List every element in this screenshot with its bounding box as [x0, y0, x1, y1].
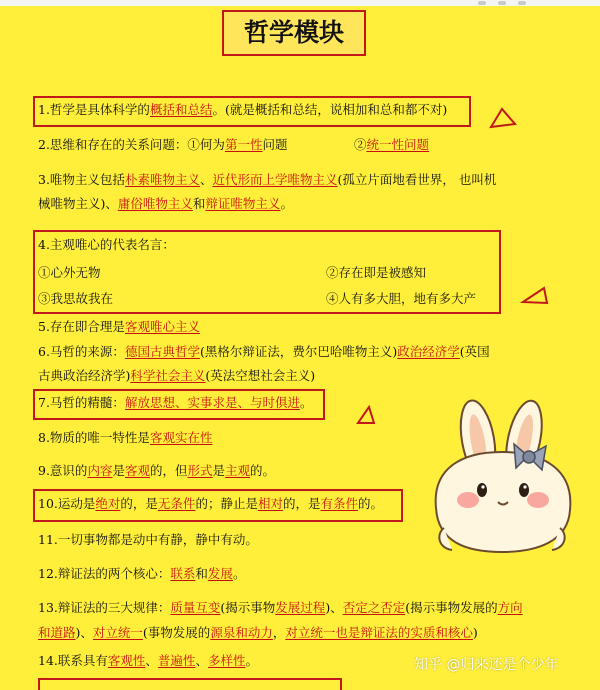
item-2: 2.思维和存在的关系问题：①何为第一性问题 [38, 137, 288, 152]
item-12: 12.辩证法的两个核心：联系和发展。 [38, 566, 246, 581]
triangle-icon [488, 106, 518, 130]
item-8: 8.物质的唯一特性是客观实在性 [38, 430, 213, 445]
item-10: 10.运动是绝对的，是无条件的；静止是相对的，是有条件的。 [38, 496, 384, 511]
item-14: 14.联系具有客观性、普遍性、多样性。 [38, 653, 258, 668]
item-13-cont: 和道路)、对立统一(事物发展的源泉和动力，对立统一也是辩证法的实质和核心) [38, 625, 478, 640]
item-4-quote-4: ④人有多大胆，地有多大产 [326, 291, 477, 306]
item-7: 7.马哲的精髓：解放思想、实事求是、与时俱进。 [38, 395, 313, 410]
triangle-icon [354, 403, 378, 427]
top-browser-strip [0, 0, 600, 6]
item-6-cont: 古典政治经济学)科学社会主义(英法空想社会主义) [38, 368, 316, 383]
bunny-illustration [428, 396, 578, 556]
item-4-quote-2: ②存在即是被感知 [326, 265, 427, 280]
strip-dot [478, 1, 486, 5]
item-5: 5.存在即合理是客观唯心主义 [38, 319, 200, 334]
strip-dot [498, 1, 506, 5]
watermark: 知乎 @归来还是个少年 [414, 657, 559, 673]
item-2-part2: ②统一性问题 [354, 137, 430, 152]
triangle-icon [520, 284, 550, 306]
item-4-quote-1: ①心外无物 [38, 265, 101, 280]
item-6: 6.马哲的来源：德国古典哲学(黑格尔辩证法，费尔巴哈唯物主义)政治经济学(英国 [38, 344, 490, 359]
item-11: 11.一切事物都是动中有静，静中有动。 [38, 532, 258, 547]
item-13: 13.辩证法的三大规律：质量互变(揭示事物发展过程)、否定之否定(揭示事物发展的方向 [38, 600, 523, 615]
item-1: 1.哲学是具体科学的概括和总结。(就是概括和总结，说相加和总和都不对) [38, 102, 448, 117]
item-9: 9.意识的内容是客观的，但形式是主观的。 [38, 463, 276, 478]
page-title: 哲学模块 [222, 10, 366, 56]
strip-dot [518, 1, 526, 5]
item-3-cont: 械唯物主义)、庸俗唯物主义和辩证唯物主义。 [38, 196, 293, 211]
item-3: 3.唯物主义包括朴素唯物主义、近代形而上学唯物主义(孤立片面地看世界， 也叫机 [38, 172, 497, 187]
item-4-quote-3: ③我思故我在 [38, 291, 114, 306]
highlight-box-15 [38, 678, 342, 690]
item-4-head: 4.主观唯心的代表名言： [38, 237, 175, 252]
